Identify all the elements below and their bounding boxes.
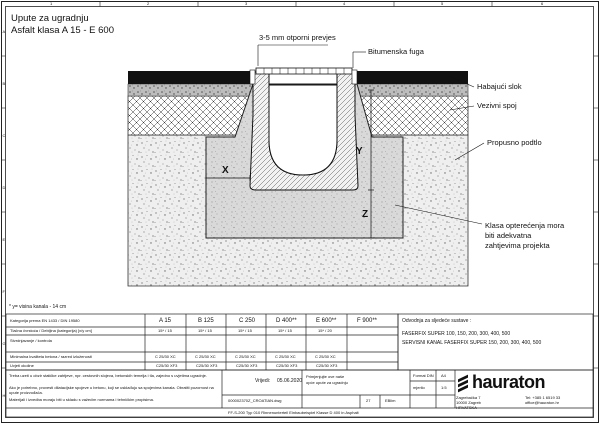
product-info-heading: Odvodnja za sljedeće sustave :	[402, 318, 472, 324]
valid-date: 05.06.2020	[277, 378, 303, 384]
company-contact: Tel: +385 1 6519 33	[525, 395, 561, 400]
table-cell: C 25/30 XC	[195, 354, 216, 359]
frame-col-label: 3	[245, 0, 248, 6]
product-info-line: FASERFIX SUPER 100, 150, 200, 300, 400, 500	[402, 331, 511, 337]
table-cell: 15* / 15	[158, 328, 172, 333]
footnote: * y= visina kanala - 14 cm	[9, 304, 67, 310]
frame-col-label: 5	[441, 0, 444, 6]
frame-row-label: G	[2, 341, 6, 346]
frame-col-label: 4	[343, 0, 346, 6]
table-cell: C25/30 XF3	[276, 363, 298, 368]
frame-row-label: E	[2, 237, 6, 242]
bitumen-joint-right	[352, 70, 357, 84]
table-row-label: Tlačna čvrstoća / Debljina (kategorija) [x/y cm]	[10, 328, 92, 333]
bitumen-joint-label: Bitumenska fuga	[368, 47, 424, 56]
format-label: Format DIN	[413, 373, 434, 378]
table-cell: C25/30 XF3	[236, 363, 258, 368]
wearing-layer-label: Habajući slok	[477, 82, 522, 91]
frame-row-label: D	[2, 185, 6, 190]
wearing-course-right	[357, 71, 468, 84]
binding-layer-label: Vezivni spoj	[477, 101, 517, 110]
drawing-number: 000002370Z_CROATIAN.dwg	[228, 398, 282, 403]
product-info-line: SERVISNI KANAL FASERFIX SUPER 150, 200, 300, 400, 500	[402, 340, 542, 346]
joint-gap-label: 3-5 mm otporni prevjes	[259, 33, 336, 42]
class-header: C 250	[239, 318, 256, 324]
class-header: A 15	[159, 318, 172, 324]
load-class-label-3: zahtjevima projekta	[485, 241, 550, 250]
table-row-label: Stvrdnjavanje / kontrola	[10, 338, 52, 343]
load-class-label-2: biti adekvatna	[485, 231, 532, 240]
class-header: B 125	[198, 318, 214, 324]
usage-note: opće upute za ugradnju	[306, 380, 348, 385]
table-header-label: Kategorija prema EN 1433 / DIN 19580	[10, 318, 80, 323]
company-address: HRVATSKA	[456, 405, 477, 410]
usage-note: Primjenjujte ove naše	[306, 374, 345, 379]
company-address: Zagrebačka 7	[456, 395, 481, 400]
frame-row-label: B	[2, 81, 6, 86]
class-header: F 900**	[357, 318, 378, 324]
page-title-line2: Asfalt klasa A 15 - E 600	[11, 25, 114, 36]
channel-interior	[269, 85, 337, 175]
frame-col-label: 2	[147, 0, 150, 6]
scale-value: 1:5	[441, 385, 447, 390]
table-cell: 15* / 15	[278, 328, 292, 333]
frame-row-label: A	[2, 29, 6, 34]
table-cell: C 25/30 XC	[275, 354, 296, 359]
note-text: Treba uzeti u obzir statičke zahtjeve, npr. cestovnih slojeva, betonskih temelja i tla, zajedno s uvjetima ugradnje.	[9, 373, 207, 378]
bitumen-joint-left	[250, 70, 255, 84]
wearing-course-left	[128, 71, 253, 84]
class-header: D 400**	[276, 318, 297, 324]
valid-date-label: Vrijedi:	[255, 378, 271, 384]
page-title-line1: Upute za ugradnju	[11, 13, 89, 24]
frame-row-label: F	[2, 289, 5, 294]
table-cell: C25/30 XF3	[316, 363, 338, 368]
table-cell: 15* / 15	[238, 328, 252, 333]
note-text: Ako je potrebno, provesti dilatacijske spojeve u betonu, koji se usklađuju sa spojevima kanala. Obratiti pozornost na upute proizvođača.	[9, 385, 214, 395]
table-cell: 15* / 20	[318, 328, 332, 333]
hauraton-logo	[458, 372, 545, 393]
sheet-number: 27	[366, 398, 371, 403]
frame-col-label: 6	[541, 0, 544, 6]
format-value: A4	[441, 373, 446, 378]
load-class-label-1: Klasa opterećenja mora	[485, 221, 565, 230]
sheet-code: EBlim	[385, 398, 396, 403]
frame-row-label: C	[2, 133, 6, 138]
company-address: 10000 Zagreb	[456, 400, 481, 405]
dimension-x-label: X	[222, 165, 229, 176]
table-row-label: Uvjeti okoline	[10, 363, 34, 368]
dimension-z-label: Z	[362, 209, 369, 220]
permeable-base-label: Propusno podtlo	[487, 138, 542, 147]
frame-row-label: H	[2, 393, 6, 398]
company-contact: office@hauraton.hr	[525, 400, 560, 405]
table-cell: C 25/30 XC	[235, 354, 256, 359]
hauraton-mark-icon	[458, 374, 468, 392]
brand-name: hauraton	[472, 372, 546, 392]
frame-col-label: 1	[50, 0, 53, 6]
table-cell: C 25/30 XC	[315, 354, 336, 359]
table-cell: C 25/30 XC	[155, 354, 176, 359]
note-text: Materijali i izvedba moraju biti u skladu s važećim normama i tehničkim propisima.	[9, 397, 154, 402]
table-row-label: Minimalna kvaliteta betona / razred izloženosti	[10, 354, 92, 359]
table-cell: C25/30 XF3	[156, 363, 178, 368]
dimension-y-label: Y	[356, 146, 363, 157]
class-header: E 600**	[316, 318, 337, 324]
table-cell: C25/30 XF3	[196, 363, 218, 368]
drawing-title: FF-S-200 Typ 010 Rinnenunterteil Einbaubeispiel Klasse D 400 in Asphalt	[228, 410, 359, 415]
scale-label: mjerilo	[413, 385, 425, 390]
table-cell: 15* / 15	[198, 328, 212, 333]
